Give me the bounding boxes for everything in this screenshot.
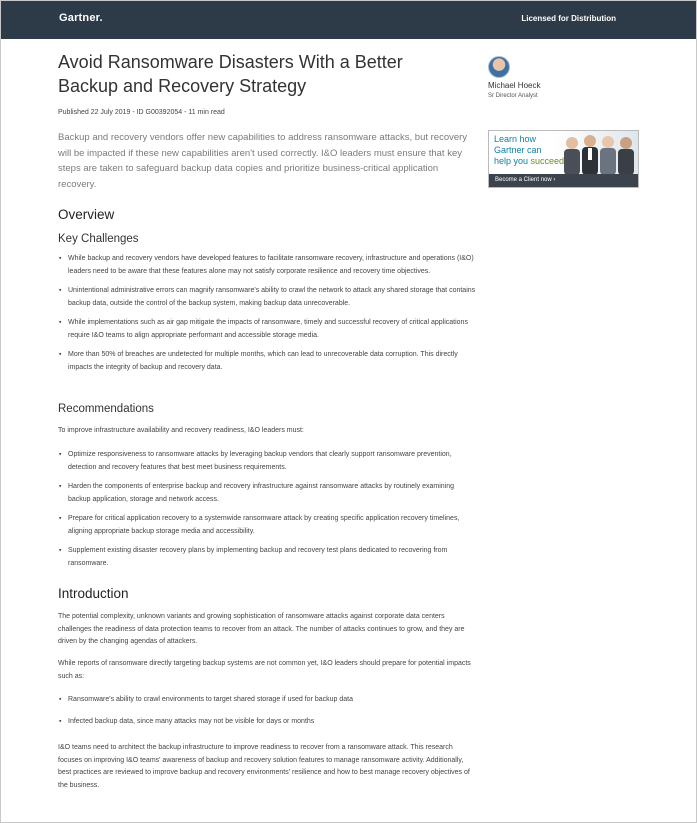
impacts-list [58, 694, 478, 728]
list-item: ▪ Optimize responsiveness to ransomware attacks by leveraging backup vendors that clearly support ransomware prevention, detection and recovery features that best meet business requirements. [59, 451, 452, 471]
recommendations-list [58, 449, 478, 570]
introduction-paragraph-2: While reports of ransomware directly targeting backup systems are not common yet, I&O leaders should prepare for potential impacts such as: [58, 660, 471, 680]
business-people-image [558, 131, 638, 175]
become-client-button[interactable]: Become a Client now › [489, 174, 638, 187]
introduction-paragraph-1: The potential complexity, unknown variants and growing sophistication of ransomware attacks against corporate data centers challenges the readiness of data protection teams to recover from an attack. The number of attacks continues to grow, and they are driven by the changing agendas of attackers. [58, 613, 465, 645]
summary-lead: Backup and recovery vendors offer new capabilities to address ransomware attacks, but recovery will be impacted if these new capabilities aren't used correctly. I&O leaders must ensure that key steps are taken to safeguard backup data copies and prioritize business-critical application recovery. [58, 132, 468, 190]
bullet-icon: ▪ [59, 319, 62, 326]
author-avatar[interactable] [488, 56, 510, 78]
bullet-icon: ▪ [59, 515, 62, 522]
licensed-label: Licensed for Distribution [521, 14, 616, 23]
page-title: Avoid Ransomware Disasters With a Better Backup and Recovery Strategy [58, 52, 403, 96]
key-challenges-heading: Key Challenges [58, 233, 139, 245]
become-client-banner[interactable] [488, 130, 639, 188]
bullet-icon: ▪ [59, 351, 62, 358]
bullet-icon: ▪ [59, 717, 62, 725]
introduction-heading: Introduction [58, 586, 129, 601]
recommendations-heading: Recommendations [58, 403, 154, 415]
gartner-logo[interactable]: Gartner. [59, 12, 103, 24]
bullet-icon: ▪ [59, 483, 62, 490]
list-item: ▪ More than 50% of breaches are undetected for multiple months, which can lead to unrecoverable data corruption. This directly impacts the integrity of backup and recovery data. [59, 351, 458, 371]
banner-text: Learn how Gartner can help you succeed [494, 134, 565, 166]
list-item: ▪ Supplement existing disaster recovery plans by implementing backup and recovery test plans dedicated to recovering from ransomware. [59, 547, 448, 567]
author-role: Sr Director Analyst [488, 93, 538, 99]
bullet-icon: ▪ [59, 451, 62, 458]
list-item: ▪ Harden the components of enterprise backup and recovery infrastructure against ransomware attacks by routinely examining backup application, storage and network access. [59, 483, 454, 503]
bullet-icon: ▪ [59, 547, 62, 554]
top-bar [1, 1, 696, 39]
bullet-icon: ▪ [59, 696, 62, 703]
bullet-icon: ▪ [59, 255, 62, 262]
overview-heading: Overview [58, 207, 115, 222]
list-item: ▪ Infected backup data, since many attacks may not be visible for days or months [58, 716, 478, 729]
bullet-icon: ▪ [59, 287, 62, 294]
recommendations-intro: To improve infrastructure availability and recovery readiness, I&O leaders must: [58, 427, 304, 434]
challenges-list [58, 253, 478, 374]
publication-info: Published 22 July 2019 - ID G00392054 - 11 min read [58, 109, 225, 116]
author-name[interactable]: Michael Hoeck [488, 81, 541, 90]
list-item: ▪ Prepare for critical application recovery to a systemwide ransomware attack by creating specific application recovery timelines, aligning appropriate backup storage media and accessibility. [59, 515, 460, 535]
introduction-paragraph-3: I&O teams need to architect the backup infrastructure to improve readiness to recover from a ransomware attack. This research focuses on improving I&O teams' awareness of backup and recovery solution features to manage ransomware activity. Additionally, best practices are reviewed to improve backup and recovery environments' resilience and how to best manage recovery objectives of the business. [58, 744, 470, 789]
list-item: ▪ While implementations such as air gap mitigate the impacts of ransomware, timely and successful recovery of critical applications require I&O teams to align appropriate performant and accessible storage media. [59, 319, 468, 339]
list-item: ▪ Ransomware's ability to crawl environments to target shared storage if used for backup data [58, 694, 478, 707]
list-item: ▪ While backup and recovery vendors have developed features to facilitate ransomware recovery, infrastructure and operations (I&O) leaders need to be aware that these features alone may not satisfy corporate resilience and recovery time objectives. [59, 255, 474, 275]
list-item: ▪ Unintentional administrative errors can magnify ransomware's ability to crawl the network to attack any shared storage that contains backup data, outside the control of the backup system, making backup data unrecoverable. [59, 287, 476, 307]
